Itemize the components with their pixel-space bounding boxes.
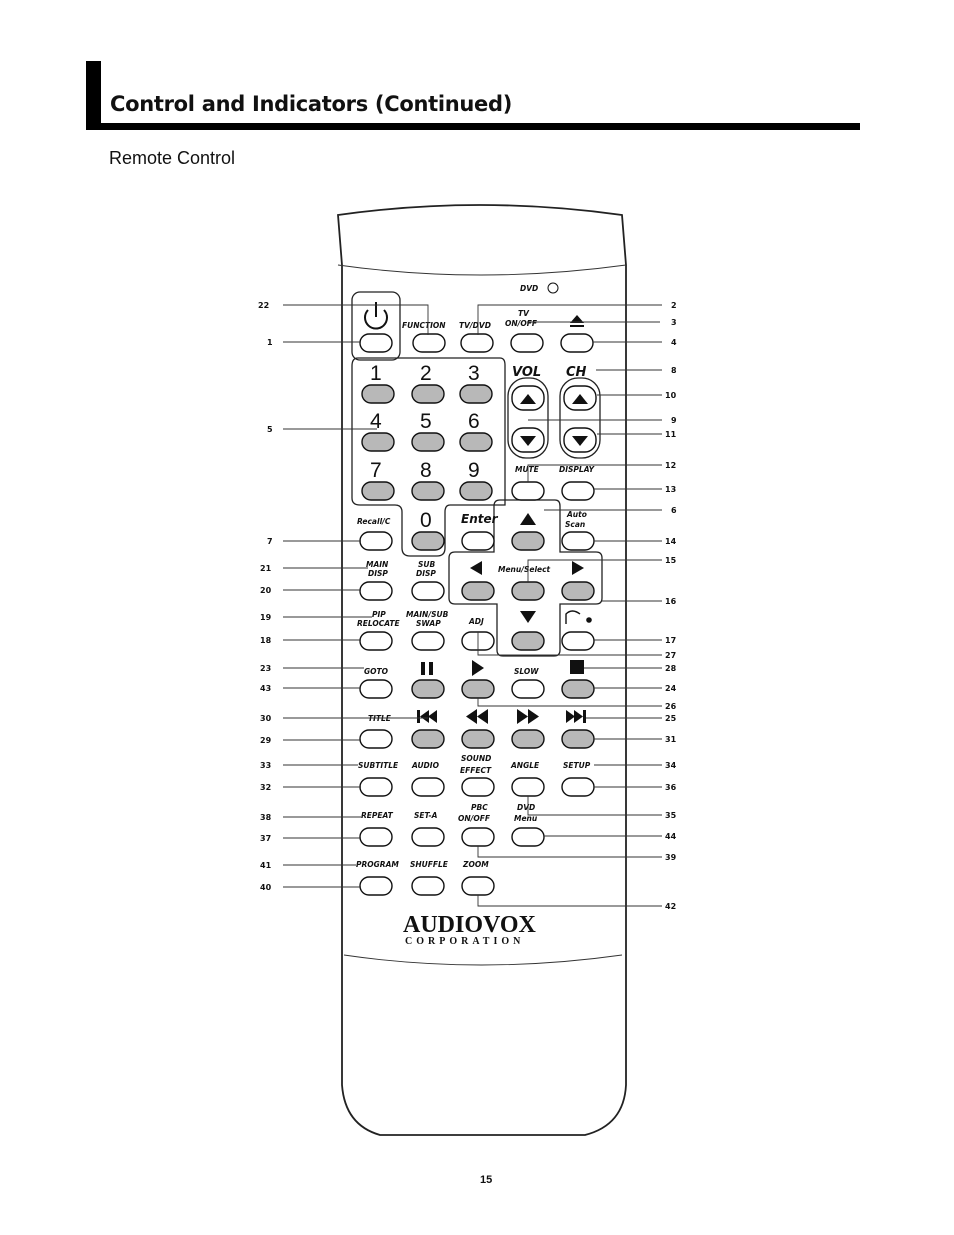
program-button[interactable] — [360, 877, 392, 895]
callout-6: 6 — [671, 506, 677, 515]
callout-30: 30 — [260, 714, 272, 723]
digit-2-button[interactable] — [412, 385, 444, 403]
brand-subtitle: CORPORATION — [405, 936, 525, 947]
digit-1-button[interactable] — [362, 385, 394, 403]
right-button[interactable] — [562, 582, 594, 600]
shuffle-button[interactable] — [412, 877, 444, 895]
function-label: FUNCTION — [402, 321, 446, 330]
callout-34: 34 — [665, 761, 677, 770]
digit-4-button[interactable] — [362, 433, 394, 451]
sound-effect-label-2: EFFECT — [460, 766, 492, 775]
dvd-indicator-label: DVD — [520, 284, 539, 293]
repeat-button[interactable] — [360, 828, 392, 846]
dvd-indicator-led — [548, 283, 558, 293]
digit-6-label: 6 — [468, 410, 480, 433]
digit-5-label: 5 — [420, 410, 432, 433]
page-number: 15 — [480, 1174, 493, 1186]
pip-relocate-label-1: PIP — [372, 610, 386, 619]
sub-disp-button[interactable] — [412, 582, 444, 600]
callout-20: 20 — [260, 586, 272, 595]
angle-button[interactable] — [512, 778, 544, 796]
callout-1: 1 — [267, 338, 273, 347]
return-button[interactable] — [562, 632, 594, 650]
callout-4: 4 — [671, 338, 677, 347]
rewind-button[interactable] — [462, 730, 494, 748]
callout-7: 7 — [267, 537, 273, 546]
callout-3: 3 — [671, 318, 677, 327]
pause-button[interactable] — [412, 680, 444, 698]
pbc-onoff-label-1: PBC — [471, 803, 488, 812]
callout-42: 42 — [665, 902, 677, 911]
enter-button[interactable] — [462, 532, 494, 550]
callout-16: 16 — [665, 597, 677, 606]
callout-41: 41 — [260, 861, 272, 870]
sound-effect-button[interactable] — [462, 778, 494, 796]
digit-0-button[interactable] — [412, 532, 444, 550]
digit-4-label: 4 — [370, 410, 382, 433]
previous-button[interactable] — [412, 730, 444, 748]
goto-label: GOTO — [364, 667, 389, 676]
set-a-label: SET-A — [414, 811, 438, 820]
repeat-label: REPEAT — [361, 811, 393, 820]
callout-37: 37 — [260, 834, 272, 843]
goto-button[interactable] — [360, 680, 392, 698]
digit-6-button[interactable] — [460, 433, 492, 451]
stop-button[interactable] — [562, 680, 594, 698]
callout-2: 2 — [671, 301, 677, 310]
subtitle-button[interactable] — [360, 778, 392, 796]
page-subtitle: Remote Control — [109, 148, 236, 168]
callout-12: 12 — [665, 461, 677, 470]
main-disp-label-2: DISP — [368, 569, 388, 578]
zoom-button[interactable] — [462, 877, 494, 895]
pip-relocate-button[interactable] — [360, 632, 392, 650]
up-button[interactable] — [512, 532, 544, 550]
recall-label: Recall/C — [357, 517, 391, 526]
tv-dvd-button[interactable] — [461, 334, 493, 352]
callout-40: 40 — [260, 883, 272, 892]
digit-7-label: 7 — [370, 459, 382, 482]
adj-label: ADJ — [469, 617, 484, 626]
digit-1-label: 1 — [370, 362, 382, 385]
auto-scan-label-1: Auto — [567, 510, 587, 519]
callout-13: 13 — [665, 485, 677, 494]
subtitle-label: SUBTITLE — [358, 761, 399, 770]
callout-15: 15 — [665, 556, 677, 565]
callout-14: 14 — [665, 537, 677, 546]
callouts-right — [665, 301, 677, 911]
zoom-label: ZOOM — [463, 860, 489, 869]
callout-35: 35 — [665, 811, 677, 820]
recall-button[interactable] — [360, 532, 392, 550]
mute-button[interactable] — [512, 482, 544, 500]
title-button[interactable] — [360, 730, 392, 748]
callout-38: 38 — [260, 813, 272, 822]
callout-39: 39 — [665, 853, 677, 862]
pbc-onoff-label-2: ON/OFF — [458, 814, 491, 823]
brand-logo: AUDIOVOX — [403, 912, 536, 938]
vol-label: VOL — [512, 365, 542, 380]
dvd-menu-label-1: DVD — [517, 803, 536, 812]
digit-2-label: 2 — [420, 362, 432, 385]
callout-19: 19 — [260, 613, 272, 622]
main-sub-swap-label-1: MAIN/SUB — [406, 610, 449, 619]
menu-select-label: Menu/Select — [498, 565, 551, 574]
pbc-onoff-button[interactable] — [462, 828, 494, 846]
callout-18: 18 — [260, 636, 272, 645]
tv-onoff-label-2: ON/OFF — [505, 319, 538, 328]
callout-17: 17 — [665, 636, 677, 645]
callout-22: 22 — [258, 301, 270, 310]
digit-8-label: 8 — [420, 459, 432, 482]
main-disp-button[interactable] — [360, 582, 392, 600]
slow-label: SLOW — [514, 667, 539, 676]
callout-11: 11 — [665, 430, 677, 439]
digit-0-label: 0 — [420, 509, 432, 532]
mute-label: MUTE — [515, 465, 539, 474]
enter-label: Enter — [461, 512, 498, 526]
function-button[interactable] — [413, 334, 445, 352]
callout-36: 36 — [665, 783, 677, 792]
ch-label: CH — [566, 365, 587, 380]
auto-scan-button[interactable] — [562, 532, 594, 550]
auto-scan-label-2: Scan — [565, 520, 586, 529]
tv-dvd-label: TV/DVD — [459, 321, 491, 330]
play-button[interactable] — [462, 680, 494, 698]
power-button[interactable] — [360, 334, 392, 352]
tv-onoff-label-1: TV — [518, 309, 529, 318]
digit-9-label: 9 — [468, 459, 480, 482]
callout-33: 33 — [260, 761, 272, 770]
callout-24: 24 — [665, 684, 677, 693]
digit-9-button[interactable] — [460, 482, 492, 500]
sub-disp-label-2: DISP — [416, 569, 436, 578]
callout-9: 9 — [671, 416, 677, 425]
sound-effect-label-1: SOUND — [461, 754, 492, 763]
callout-23: 23 — [260, 664, 272, 673]
left-button[interactable] — [462, 582, 494, 600]
fast-forward-button[interactable] — [512, 730, 544, 748]
callout-25: 25 — [665, 714, 677, 723]
stop-icon — [570, 660, 584, 674]
tv-onoff-button[interactable] — [511, 334, 543, 352]
callout-5: 5 — [267, 425, 273, 434]
setup-button[interactable] — [562, 778, 594, 796]
setup-label: SETUP — [563, 761, 591, 770]
slow-button[interactable] — [512, 680, 544, 698]
display-button[interactable] — [562, 482, 594, 500]
callout-43: 43 — [260, 684, 272, 693]
digit-3-label: 3 — [468, 362, 480, 385]
title-label: TITLE — [368, 714, 391, 723]
next-button[interactable] — [562, 730, 594, 748]
pip-relocate-label-2: RELOCATE — [357, 619, 400, 628]
down-button[interactable] — [512, 632, 544, 650]
digit-7-button[interactable] — [362, 482, 394, 500]
page-title: Control and Indicators (Continued) — [110, 92, 513, 116]
display-label: DISPLAY — [559, 465, 595, 474]
set-a-button[interactable] — [412, 828, 444, 846]
angle-label: ANGLE — [511, 761, 540, 770]
callout-27: 27 — [665, 651, 677, 660]
program-label: PROGRAM — [356, 860, 399, 869]
callout-26: 26 — [665, 702, 677, 711]
dvd-menu-button[interactable] — [512, 828, 544, 846]
callout-21: 21 — [260, 564, 272, 573]
callout-31: 31 — [665, 735, 677, 744]
callouts-left — [258, 301, 273, 892]
audio-button[interactable] — [412, 778, 444, 796]
callout-10: 10 — [665, 391, 677, 400]
audio-label: AUDIO — [412, 761, 439, 770]
shuffle-label: SHUFFLE — [410, 860, 448, 869]
callout-8: 8 — [671, 366, 677, 375]
dvd-menu-label-2: Menu — [514, 814, 538, 823]
main-sub-swap-button[interactable] — [412, 632, 444, 650]
callout-29: 29 — [260, 736, 272, 745]
callout-28: 28 — [665, 664, 677, 673]
callout-32: 32 — [260, 783, 272, 792]
menu-select-button[interactable] — [512, 582, 544, 600]
main-sub-swap-label-2: SWAP — [416, 619, 441, 628]
digit-5-button[interactable] — [412, 433, 444, 451]
digit-3-button[interactable] — [460, 385, 492, 403]
digit-8-button[interactable] — [412, 482, 444, 500]
callout-44: 44 — [665, 832, 677, 841]
main-disp-label-1: MAIN — [366, 560, 389, 569]
sub-disp-label-1: SUB — [418, 560, 436, 569]
eject-button[interactable] — [561, 334, 593, 352]
